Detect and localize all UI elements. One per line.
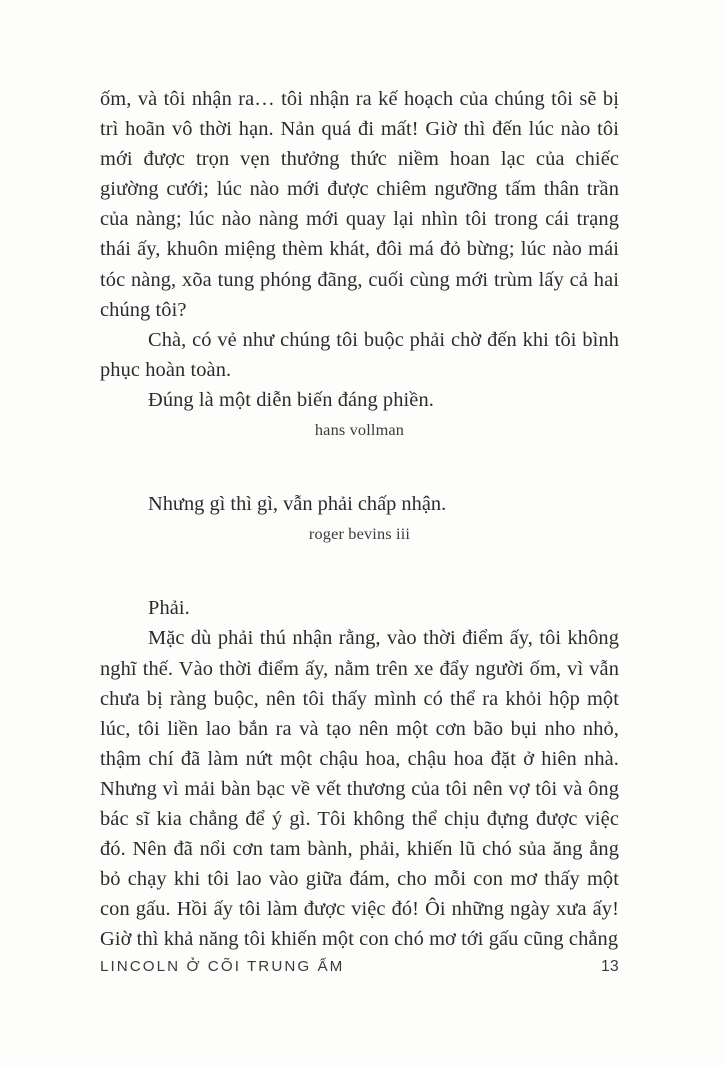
section-gap-2 [100,549,619,593]
running-head: LINCOLN Ở CÕI TRUNG ẤM [100,958,345,975]
section-gap-1 [100,445,619,489]
paragraph-mac-du: Mặc dù phải thú nhận rằng, vào thời điểm ấy, tôi không nghĩ thế. Vào thời điểm ấy, nằm trên xe đẩy người ốm, vì vẫn chưa bị ràng buộc, nên tôi thấy mình có thể ra khỏi hộp một lúc, tôi liền lao bắn ra và tạo nên một cơn bão bụi nho nhỏ, thậm chí đã làm nứt một chậu hoa, chậu hoa đặt ở hiên nhà. Nhưng vì mải bàn bạc về vết thương của tôi nên vợ tôi và ông bác sĩ kia chẳng để ý gì. Tôi không thể chịu đựng được việc đó. Nên đã nổi cơn tam bành, phải, khiến lũ chó sủa ăng ẳng bỏ chạy khi tôi lao vào giữa đám, cho mỗi con mơ thấy một con gấu. Hồi ấy tôi làm được việc đó! Ôi những ngày xưa ấy! Giờ thì khả năng tôi khiến một con chó mơ tới gấu cũng chẳng [100,627,619,951]
page-text-block [100,84,619,954]
paragraph-cha: Chà, có vẻ như chúng tôi buộc phải chờ đến khi tôi bình phục hoàn toàn. [100,328,619,381]
page-footer [100,958,619,976]
page-number: 13 [601,958,619,975]
speaker-attribution-hans-vollman: hans vollman [314,420,405,440]
paragraph-dung-la: Đúng là một diễn biến đáng phiền. [148,388,434,411]
speaker-attribution-roger-bevins-iii: roger bevins iii [308,524,411,544]
paragraph-opening: ốm, và tôi nhận ra… tôi nhận ra kế hoạch của chúng tôi sẽ bị trì hoãn vô thời hạn. Nản quá đi mất! Giờ thì đến lúc nào tôi mới được trọn vẹn thưởng thức niềm hoan lạc của chiếc giường cưới; lúc nào mới được chiêm ngưỡng tấm thân trần của nàng; lúc nào nàng mới quay lại nhìn tôi trong cái trạng thái ấy, khuôn miệng thèm khát, đôi má đỏ bừng; lúc nào mái tóc nàng, xõa tung phóng đãng, cuối cùng mới trùm lấy cả hai chúng tôi? [100,88,619,321]
speech-line-roger: Nhưng gì thì gì, vẫn phải chấp nhận. [148,493,447,516]
paragraph-phai: Phải. [148,597,190,620]
